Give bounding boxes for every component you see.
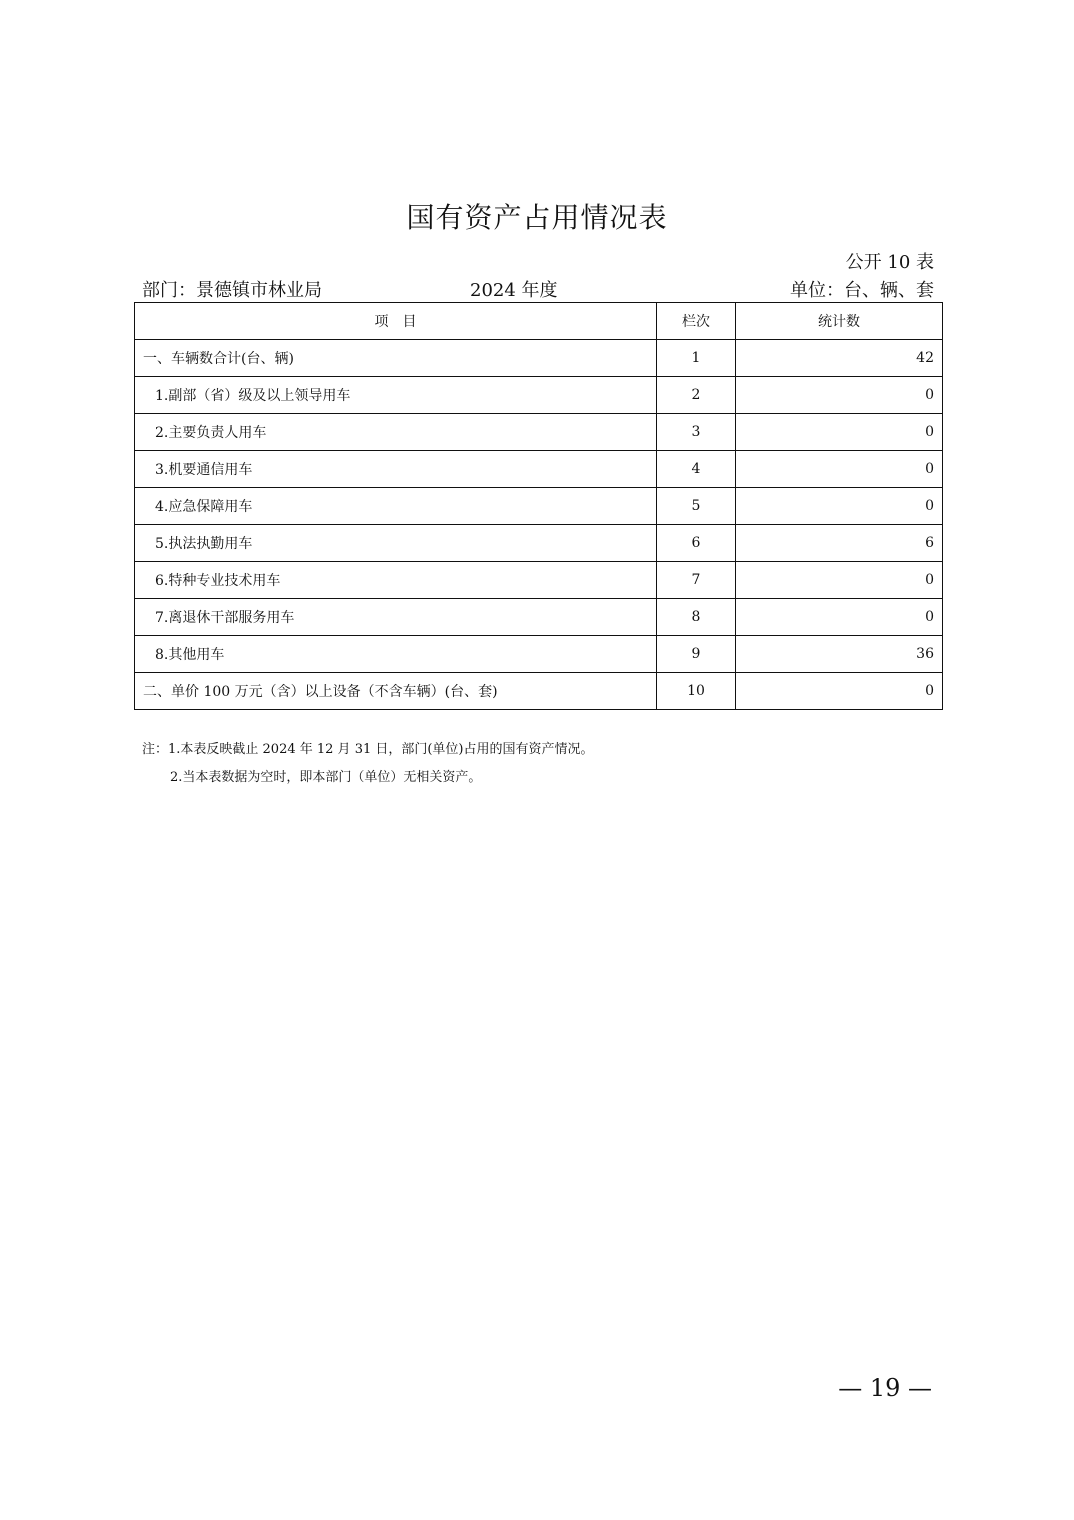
row-item: 二、单价 100 万元（含）以上设备（不含车辆）(台、套) <box>135 673 657 710</box>
table-row <box>135 599 943 636</box>
row-value: 36 <box>736 636 943 673</box>
form-number: 公开 10 表 <box>845 252 934 273</box>
row-item: 5.执法执勤用车 <box>135 525 657 562</box>
row-item: 4.应急保障用车 <box>135 488 657 525</box>
row-value: 0 <box>736 414 943 451</box>
row-seq: 4 <box>657 451 736 488</box>
row-item: 3.机要通信用车 <box>135 451 657 488</box>
table-row <box>135 525 943 562</box>
row-seq: 8 <box>657 599 736 636</box>
table-row <box>135 488 943 525</box>
fiscal-year: 2024 年度 <box>470 280 558 301</box>
header-seq: 栏次 <box>657 303 736 340</box>
row-seq: 2 <box>657 377 736 414</box>
unit-label: 单位：台、辆、套 <box>790 280 934 301</box>
page-number: — 19 — <box>838 1374 932 1402</box>
table-header-row <box>135 303 943 340</box>
row-item: 1.副部（省）级及以上领导用车 <box>135 377 657 414</box>
row-value: 42 <box>736 340 943 377</box>
row-seq: 1 <box>657 340 736 377</box>
row-item: 2.主要负责人用车 <box>135 414 657 451</box>
row-value: 0 <box>736 377 943 414</box>
row-item: 7.离退休干部服务用车 <box>135 599 657 636</box>
row-item: 一、车辆数合计(台、辆) <box>135 340 657 377</box>
row-value: 6 <box>736 525 943 562</box>
department-label: 部门：景德镇市林业局 <box>142 280 322 301</box>
meta-row <box>142 276 934 302</box>
table-row <box>135 340 943 377</box>
row-item: 6.特种专业技术用车 <box>135 562 657 599</box>
note-1: 注：1.本表反映截止 2024 年 12 月 31 日，部门(单位)占用的国有资产情况。 <box>142 742 594 757</box>
row-value: 0 <box>736 562 943 599</box>
row-seq: 5 <box>657 488 736 525</box>
row-seq: 9 <box>657 636 736 673</box>
table-row <box>135 377 943 414</box>
asset-table <box>134 302 943 710</box>
row-seq: 6 <box>657 525 736 562</box>
table-row <box>135 636 943 673</box>
row-value: 0 <box>736 488 943 525</box>
note-2: 2.当本表数据为空时，即本部门（单位）无相关资产。 <box>170 770 482 785</box>
table-row <box>135 451 943 488</box>
row-value: 0 <box>736 599 943 636</box>
footnotes <box>142 736 594 792</box>
row-item: 8.其他用车 <box>135 636 657 673</box>
row-value: 0 <box>736 451 943 488</box>
row-seq: 3 <box>657 414 736 451</box>
row-seq: 10 <box>657 673 736 710</box>
page-title: 国有资产占用情况表 <box>406 201 668 234</box>
header-item: 项 目 <box>135 303 657 340</box>
table-row <box>135 414 943 451</box>
row-value: 0 <box>736 673 943 710</box>
table-row <box>135 562 943 599</box>
header-value: 统计数 <box>736 303 943 340</box>
row-seq: 7 <box>657 562 736 599</box>
table-row <box>135 673 943 710</box>
